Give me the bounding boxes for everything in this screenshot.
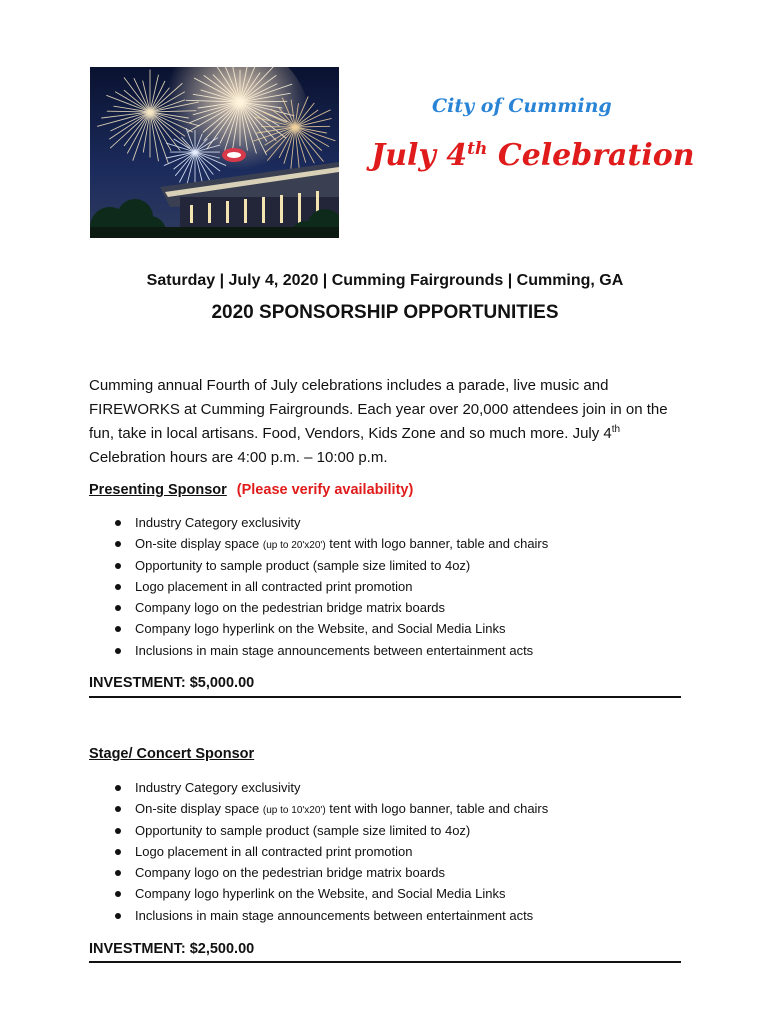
list-item xyxy=(113,618,548,639)
intro-paragraph xyxy=(89,374,689,470)
celebration-title-suffix: th xyxy=(467,139,488,159)
list-item xyxy=(113,597,548,618)
section-divider xyxy=(89,696,681,698)
list-item xyxy=(113,576,548,597)
list-item-text: Company logo on the pedestrian bridge matrix boards xyxy=(135,600,446,616)
list-item xyxy=(113,820,548,841)
city-title: City of Cumming xyxy=(432,95,612,117)
list-item xyxy=(113,533,548,554)
celebration-title xyxy=(371,138,695,173)
list-item-text: Logo placement in all contracted print promotion xyxy=(135,578,413,594)
intro-text-after: Celebration hours are 4:00 p.m. – 10:00 p.m. xyxy=(89,449,388,466)
list-item xyxy=(113,883,548,904)
list-item xyxy=(113,841,548,862)
list-item-text: Company logo hyperlink on the Website, and Social Media Links xyxy=(135,621,506,637)
list-item-text: Company logo on the pedestrian bridge matrix boards xyxy=(135,865,446,881)
fireworks-image xyxy=(90,67,339,238)
list-item-text: Logo placement in all contracted print promotion xyxy=(135,843,413,859)
stage-sponsor-title xyxy=(89,746,254,762)
intro-suffix: th xyxy=(611,424,621,435)
list-item-text: Inclusions in main stage announcements between entertainment acts xyxy=(135,642,534,658)
sponsorship-heading: 2020 SPONSORSHIP OPPORTUNITIES xyxy=(211,302,559,323)
presenting-sponsor-label: Presenting Sponsor xyxy=(89,482,227,498)
section-divider xyxy=(89,961,681,963)
list-item-text: Opportunity to sample product (sample size limited to 4oz) xyxy=(135,822,471,838)
space-detail: tent with logo banner, table and chairs xyxy=(329,801,549,817)
event-dateline: Saturday | July 4, 2020 | Cumming Fairgrounds | Cumming, GA xyxy=(146,272,624,289)
space-size: (up to 10'x20') xyxy=(262,805,326,817)
celebration-title-main: July 4 xyxy=(371,138,468,173)
list-item-text: On-site display space xyxy=(135,536,260,552)
list-item-text: Company logo hyperlink on the Website, and Social Media Links xyxy=(135,886,506,902)
space-detail: tent with logo banner, table and chairs xyxy=(329,536,549,552)
list-item-text: Opportunity to sample product (sample size limited to 4oz) xyxy=(135,557,471,573)
presenting-investment: INVESTMENT: $5,000.00 xyxy=(89,675,255,691)
list-item-text: Industry Category exclusivity xyxy=(135,515,301,530)
stage-sponsor-label: Stage/ Concert Sponsor xyxy=(89,746,255,762)
list-item xyxy=(113,640,548,661)
space-size: (up to 20'x20') xyxy=(262,540,326,552)
list-item-text: Industry Category exclusivity xyxy=(135,780,301,795)
list-item-text: Inclusions in main stage announcements between entertainment acts xyxy=(135,907,534,923)
list-item xyxy=(113,905,548,926)
presenting-sponsor-title xyxy=(89,482,413,498)
availability-note: (Please verify availability) xyxy=(236,482,414,498)
list-item xyxy=(113,555,548,576)
stage-benefits-list xyxy=(113,777,548,926)
list-item xyxy=(113,777,548,798)
list-item-text: On-site display space xyxy=(135,801,260,817)
celebration-title-rest: Celebration xyxy=(487,138,695,173)
list-item xyxy=(113,512,548,533)
presenting-benefits-list xyxy=(113,512,548,661)
stage-investment: INVESTMENT: $2,500.00 xyxy=(89,941,255,957)
fireworks-photo xyxy=(90,67,339,238)
list-item xyxy=(113,798,548,819)
list-item xyxy=(113,862,548,883)
intro-text: Cumming annual Fourth of July celebrations includes a parade, live music and FIREWORKS at Cumming Fairgrounds. Each year over 20,000 attendees join in on the fun, take in local artisans. Food, Vendors, Kids Zone and so much more. July 4 xyxy=(89,377,668,442)
